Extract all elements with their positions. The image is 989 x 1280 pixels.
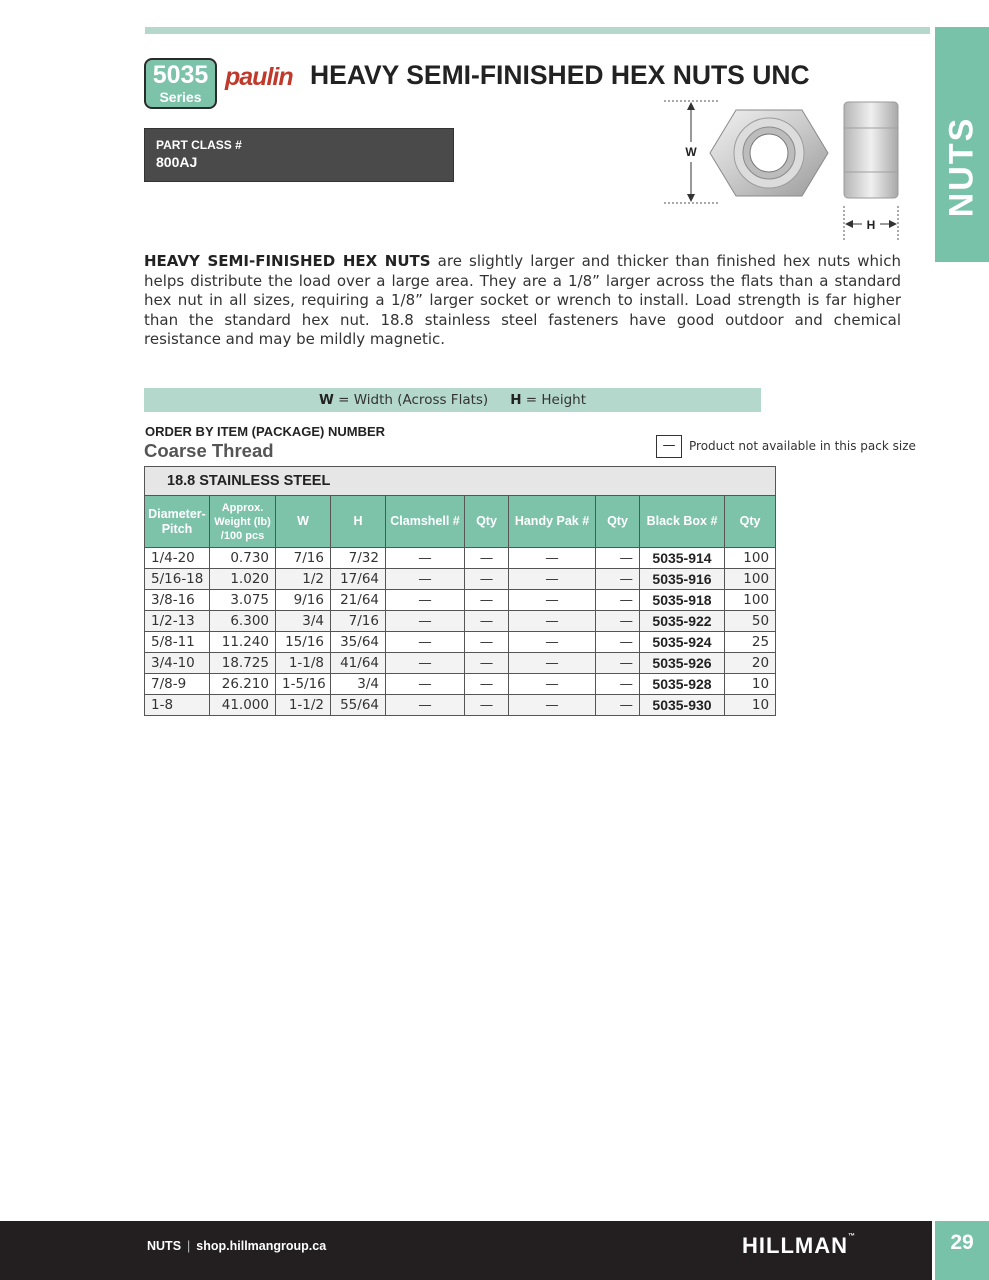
hex-nut-side-view (844, 102, 898, 198)
dimension-legend (144, 388, 761, 412)
trademark-symbol: ™ (847, 1233, 855, 1240)
cell-w: 1-5/16 (276, 674, 331, 695)
series-badge (144, 58, 217, 109)
cell-qty-handy-pak: — (596, 548, 640, 569)
cell-black-box-sku[interactable]: 5035-914 (640, 548, 725, 569)
table-row (145, 569, 776, 590)
col-qty-handy-pak: Qty (596, 496, 640, 548)
cell-w: 9/16 (276, 590, 331, 611)
top-accent-rule (145, 27, 930, 34)
cell-qty-handy-pak: — (596, 632, 640, 653)
table-row (145, 590, 776, 611)
cell-weight: 3.075 (210, 590, 276, 611)
paulin-logo (225, 63, 300, 91)
cell-handy-pak: — (509, 548, 596, 569)
order-instructions: ORDER BY ITEM (PACKAGE) NUMBER (145, 424, 386, 439)
cell-diameter-pitch: 3/8-16 (145, 590, 210, 611)
cell-qty-handy-pak: — (596, 695, 640, 716)
legend-w-text: = Width (Across Flats) (333, 392, 489, 408)
legend-h-key: H (510, 392, 522, 408)
cell-handy-pak: — (509, 569, 596, 590)
not-available-symbol: — (656, 435, 682, 458)
col-clamshell: Clamshell # (386, 496, 465, 548)
cell-qty-clamshell: — (465, 590, 509, 611)
cell-clamshell: — (386, 590, 465, 611)
footer-separator: | (187, 1239, 191, 1253)
cell-diameter-pitch: 1/2-13 (145, 611, 210, 632)
cell-qty-black-box: 10 (725, 674, 776, 695)
cell-black-box-sku[interactable]: 5035-930 (640, 695, 725, 716)
col-qty-clamshell: Qty (465, 496, 509, 548)
cell-qty-clamshell: — (465, 653, 509, 674)
cell-weight: 6.300 (210, 611, 276, 632)
cell-weight: 11.240 (210, 632, 276, 653)
footer-url[interactable]: shop.hillmangroup.ca (196, 1239, 327, 1253)
cell-diameter-pitch: 5/16-18 (145, 569, 210, 590)
col-handy-pak: Handy Pak # (509, 496, 596, 548)
cell-h: 3/4 (331, 674, 386, 695)
cell-handy-pak: — (509, 590, 596, 611)
width-dimension-label: W (685, 145, 697, 159)
cell-weight: 41.000 (210, 695, 276, 716)
cell-w: 1-1/2 (276, 695, 331, 716)
page-title: HEAVY SEMI-FINISHED HEX NUTS UNC (310, 60, 810, 90)
cell-h: 21/64 (331, 590, 386, 611)
cell-h: 35/64 (331, 632, 386, 653)
table-row (145, 548, 776, 569)
cell-h: 55/64 (331, 695, 386, 716)
cell-diameter-pitch: 1-8 (145, 695, 210, 716)
brand-name: paulin (225, 63, 293, 91)
cell-clamshell: — (386, 569, 465, 590)
col-h: H (331, 496, 386, 548)
cell-clamshell: — (386, 548, 465, 569)
legend-w-key: W (318, 392, 334, 408)
cell-qty-black-box: 100 (725, 548, 776, 569)
cell-black-box-sku[interactable]: 5035-926 (640, 653, 725, 674)
cell-qty-handy-pak: — (596, 653, 640, 674)
cell-qty-clamshell: — (465, 674, 509, 695)
cell-w: 15/16 (276, 632, 331, 653)
section-tab-label: NUTS (942, 116, 981, 218)
cell-clamshell: — (386, 632, 465, 653)
cell-qty-handy-pak: — (596, 590, 640, 611)
hex-nut-front-view (710, 110, 828, 196)
cell-diameter-pitch: 3/4-10 (145, 653, 210, 674)
not-available-note: Product not available in this pack size (689, 439, 916, 453)
legend-h-text: = Height (521, 392, 587, 408)
product-spec-table (144, 466, 776, 716)
cell-diameter-pitch: 1/4-20 (145, 548, 210, 569)
series-number: 5035 (152, 61, 209, 89)
page-footer (0, 1221, 932, 1280)
cell-clamshell: — (386, 695, 465, 716)
cell-h: 7/16 (331, 611, 386, 632)
cell-clamshell: — (386, 611, 465, 632)
cell-black-box-sku[interactable]: 5035-918 (640, 590, 725, 611)
cell-qty-black-box: 20 (725, 653, 776, 674)
description-lead: HEAVY SEMI-FINISHED HEX NUTS (144, 252, 431, 270)
table-row (145, 695, 776, 716)
part-class-label: PART CLASS # (156, 138, 242, 152)
section-side-tab[interactable] (935, 27, 989, 262)
col-diameter-pitch: Diameter-Pitch (145, 496, 210, 548)
table-row (145, 632, 776, 653)
cell-black-box-sku[interactable]: 5035-922 (640, 611, 725, 632)
page-number: 29 (935, 1221, 989, 1280)
table-row (145, 674, 776, 695)
material-row (145, 467, 776, 496)
cell-qty-black-box: 50 (725, 611, 776, 632)
product-description (144, 252, 901, 350)
description-body: are slightly larger and thicker than finished hex nuts which helps distribute the load over a large area. They are a 1/8” larger across the flats than a standard hex nut in all sizes, requiring a 1/8” larger socket or wrench to install. Load strength is far higher than the standard hex nut. 18.8 stainless steel fasteners have good outdoor and chemical resistance and may be mildly magnetic. (144, 252, 901, 349)
cell-handy-pak: — (509, 632, 596, 653)
cell-handy-pak: — (509, 653, 596, 674)
cell-qty-clamshell: — (465, 548, 509, 569)
cell-w: 3/4 (276, 611, 331, 632)
cell-weight: 0.730 (210, 548, 276, 569)
cell-qty-clamshell: — (465, 632, 509, 653)
cell-black-box-sku[interactable]: 5035-924 (640, 632, 725, 653)
hillman-brand-name: HILLMAN (742, 1233, 848, 1258)
cell-h: 17/64 (331, 569, 386, 590)
cell-handy-pak: — (509, 674, 596, 695)
table-row (145, 611, 776, 632)
cell-h: 41/64 (331, 653, 386, 674)
cell-clamshell: — (386, 674, 465, 695)
part-class-value: 800AJ (156, 154, 198, 170)
cell-qty-clamshell: — (465, 569, 509, 590)
cell-h: 7/32 (331, 548, 386, 569)
series-label: Series (159, 89, 202, 105)
cell-weight: 26.210 (210, 674, 276, 695)
col-qty-black-box: Qty (725, 496, 776, 548)
cell-black-box-sku[interactable]: 5035-916 (640, 569, 725, 590)
footer-left (147, 1239, 326, 1253)
cell-w: 1-1/8 (276, 653, 331, 674)
cell-weight: 18.725 (210, 653, 276, 674)
cell-black-box-sku[interactable]: 5035-928 (640, 674, 725, 695)
material-heading: 18.8 STAINLESS STEEL (145, 467, 776, 496)
cell-qty-handy-pak: — (596, 569, 640, 590)
cell-qty-black-box: 100 (725, 569, 776, 590)
hillman-logo (742, 1233, 855, 1259)
col-black-box: Black Box # (640, 496, 725, 548)
cell-qty-black-box: 10 (725, 695, 776, 716)
hex-nut-diagram (660, 98, 905, 243)
cell-qty-black-box: 25 (725, 632, 776, 653)
cell-qty-clamshell: — (465, 695, 509, 716)
cell-clamshell: — (386, 653, 465, 674)
cell-qty-black-box: 100 (725, 590, 776, 611)
cell-weight: 1.020 (210, 569, 276, 590)
cell-handy-pak: — (509, 611, 596, 632)
cell-qty-clamshell: — (465, 611, 509, 632)
cell-w: 1/2 (276, 569, 331, 590)
cell-qty-handy-pak: — (596, 674, 640, 695)
part-class-box (144, 128, 454, 182)
table-header-row (145, 496, 776, 548)
col-w: W (276, 496, 331, 548)
height-dimension-label: H (866, 218, 876, 232)
thread-type-heading: Coarse Thread (144, 440, 274, 461)
cell-diameter-pitch: 5/8-11 (145, 632, 210, 653)
cell-qty-handy-pak: — (596, 611, 640, 632)
cell-diameter-pitch: 7/8-9 (145, 674, 210, 695)
cell-handy-pak: — (509, 695, 596, 716)
col-weight: Approx. Weight (lb) /100 pcs (210, 496, 276, 548)
cell-w: 7/16 (276, 548, 331, 569)
footer-section: NUTS (147, 1239, 182, 1253)
table-row (145, 653, 776, 674)
